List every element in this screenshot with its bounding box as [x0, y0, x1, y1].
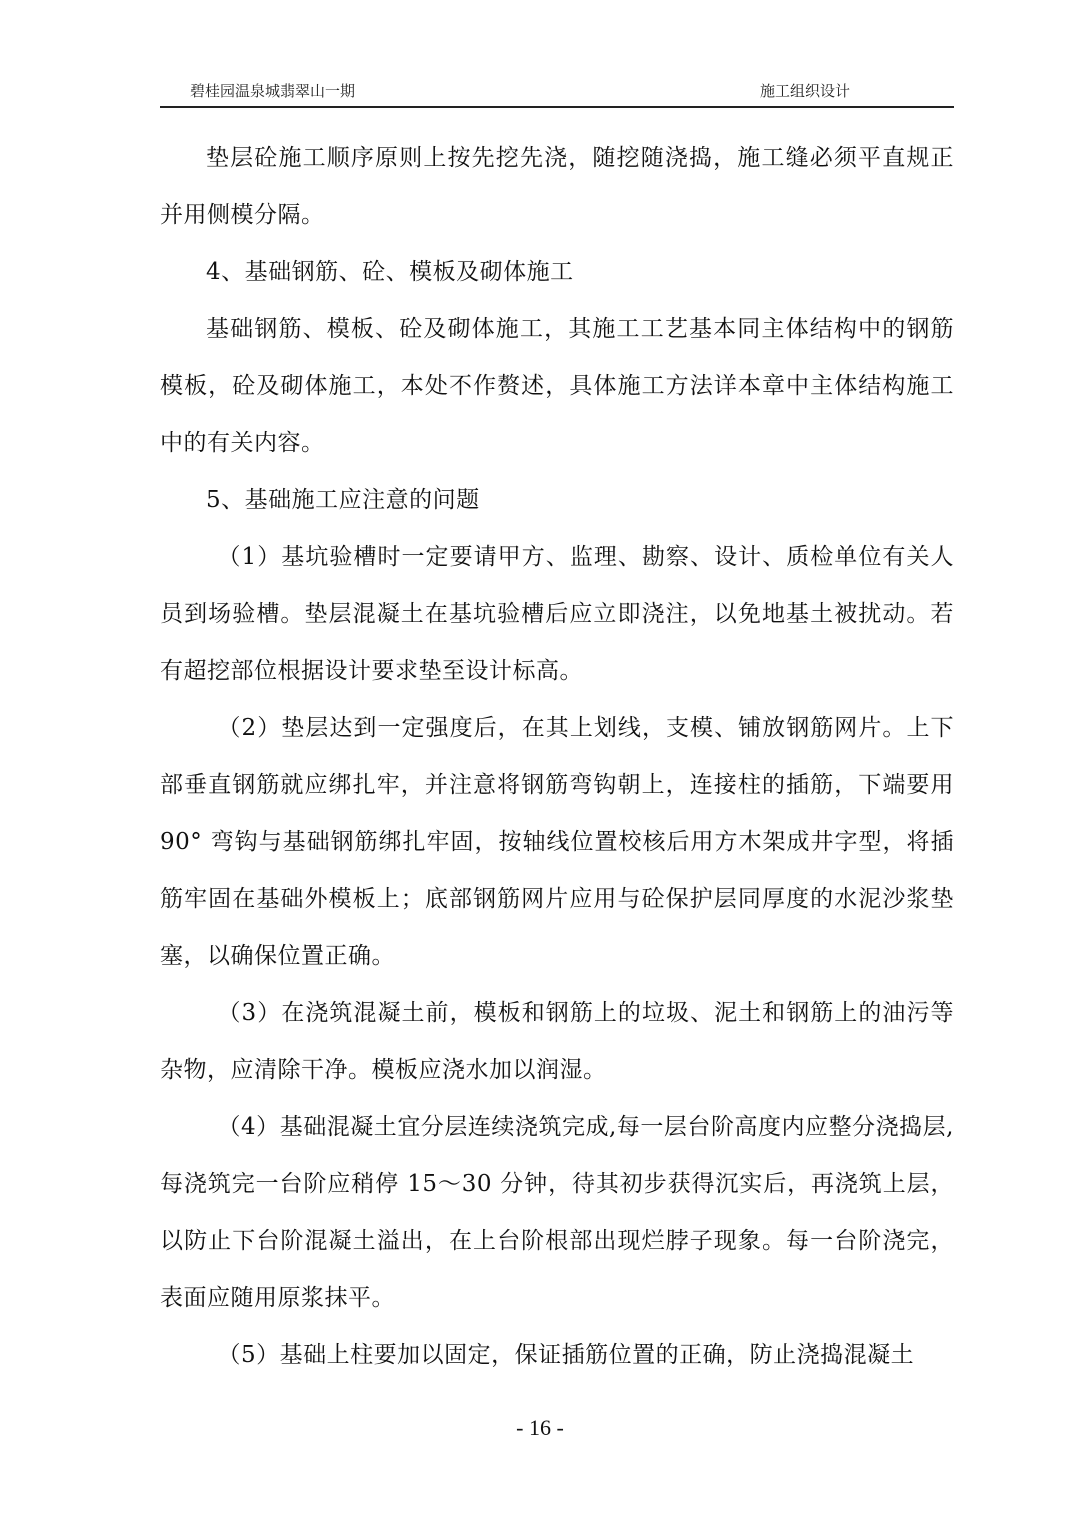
paragraph-item-5: （5）基础上柱要加以固定，保证插筋位置的正确，防止浇捣混凝土	[217, 1342, 915, 1368]
paragraph-item-3: （3）在浇筑混凝土前，模板和钢筋上的垃圾、泥土和钢筋上的油污等杂物，应清除干净。模板应浇水加以润湿。	[160, 1000, 954, 1083]
heading-foundation-issues: 5、基础施工应注意的问题	[206, 487, 480, 513]
paragraph-cushion-order: 垫层砼施工顺序原则上按先挖先浇，随挖随浇捣，施工缝必须平直规正并用侧模分隔。	[160, 145, 954, 228]
document-type: 施工组织设计	[759, 82, 850, 100]
paragraph-item-1: （1）基坑验槽时一定要请甲方、监理、勘察、设计、质检单位有关人员到场验槽。垫层混凝土在基坑验槽后应立即浇注，以免地基土被扰动。若有超挖部位根据设计要求垫至设计标高。	[160, 544, 954, 684]
page-body	[160, 130, 954, 1384]
page-header	[160, 74, 954, 108]
heading-foundation-construction: 4、基础钢筋、砼、模板及砌体施工	[206, 259, 574, 285]
paragraph-item-4: （4）基础混凝土宜分层连续浇筑完成,每一层台阶高度内应整分浇捣层,每浇筑完一台阶应稍停 15～30 分钟，待其初步获得沉实后，再浇筑上层，以防止下台阶混凝土溢出，在上台阶根部出现烂脖子现象。每一台阶浇完，表面应随用原浆抹平。	[160, 1114, 954, 1311]
paragraph-item-2: （2）垫层达到一定强度后，在其上划线，支模、铺放钢筋网片。上下部垂直钢筋就应绑扎牢，并注意将钢筋弯钩朝上，连接柱的插筋，下端要用 90° 弯钩与基础钢筋绑扎牢固，按轴线位置校核后用方木架成井字型，将插筋牢固在基础外模板上；底部钢筋网片应用与砼保护层同厚度的水泥沙浆垫塞，以确保位置正确。	[160, 715, 954, 969]
paragraph-foundation-process: 基础钢筋、模板、砼及砌体施工，其施工工艺基本同主体结构中的钢筋模板，砼及砌体施工，本处不作赘述，具体施工方法详本章中主体结构施工中的有关内容。	[160, 316, 954, 456]
page-number: - 16 -	[516, 1415, 564, 1440]
project-name: 碧桂园温泉城翡翠山一期	[190, 82, 356, 100]
